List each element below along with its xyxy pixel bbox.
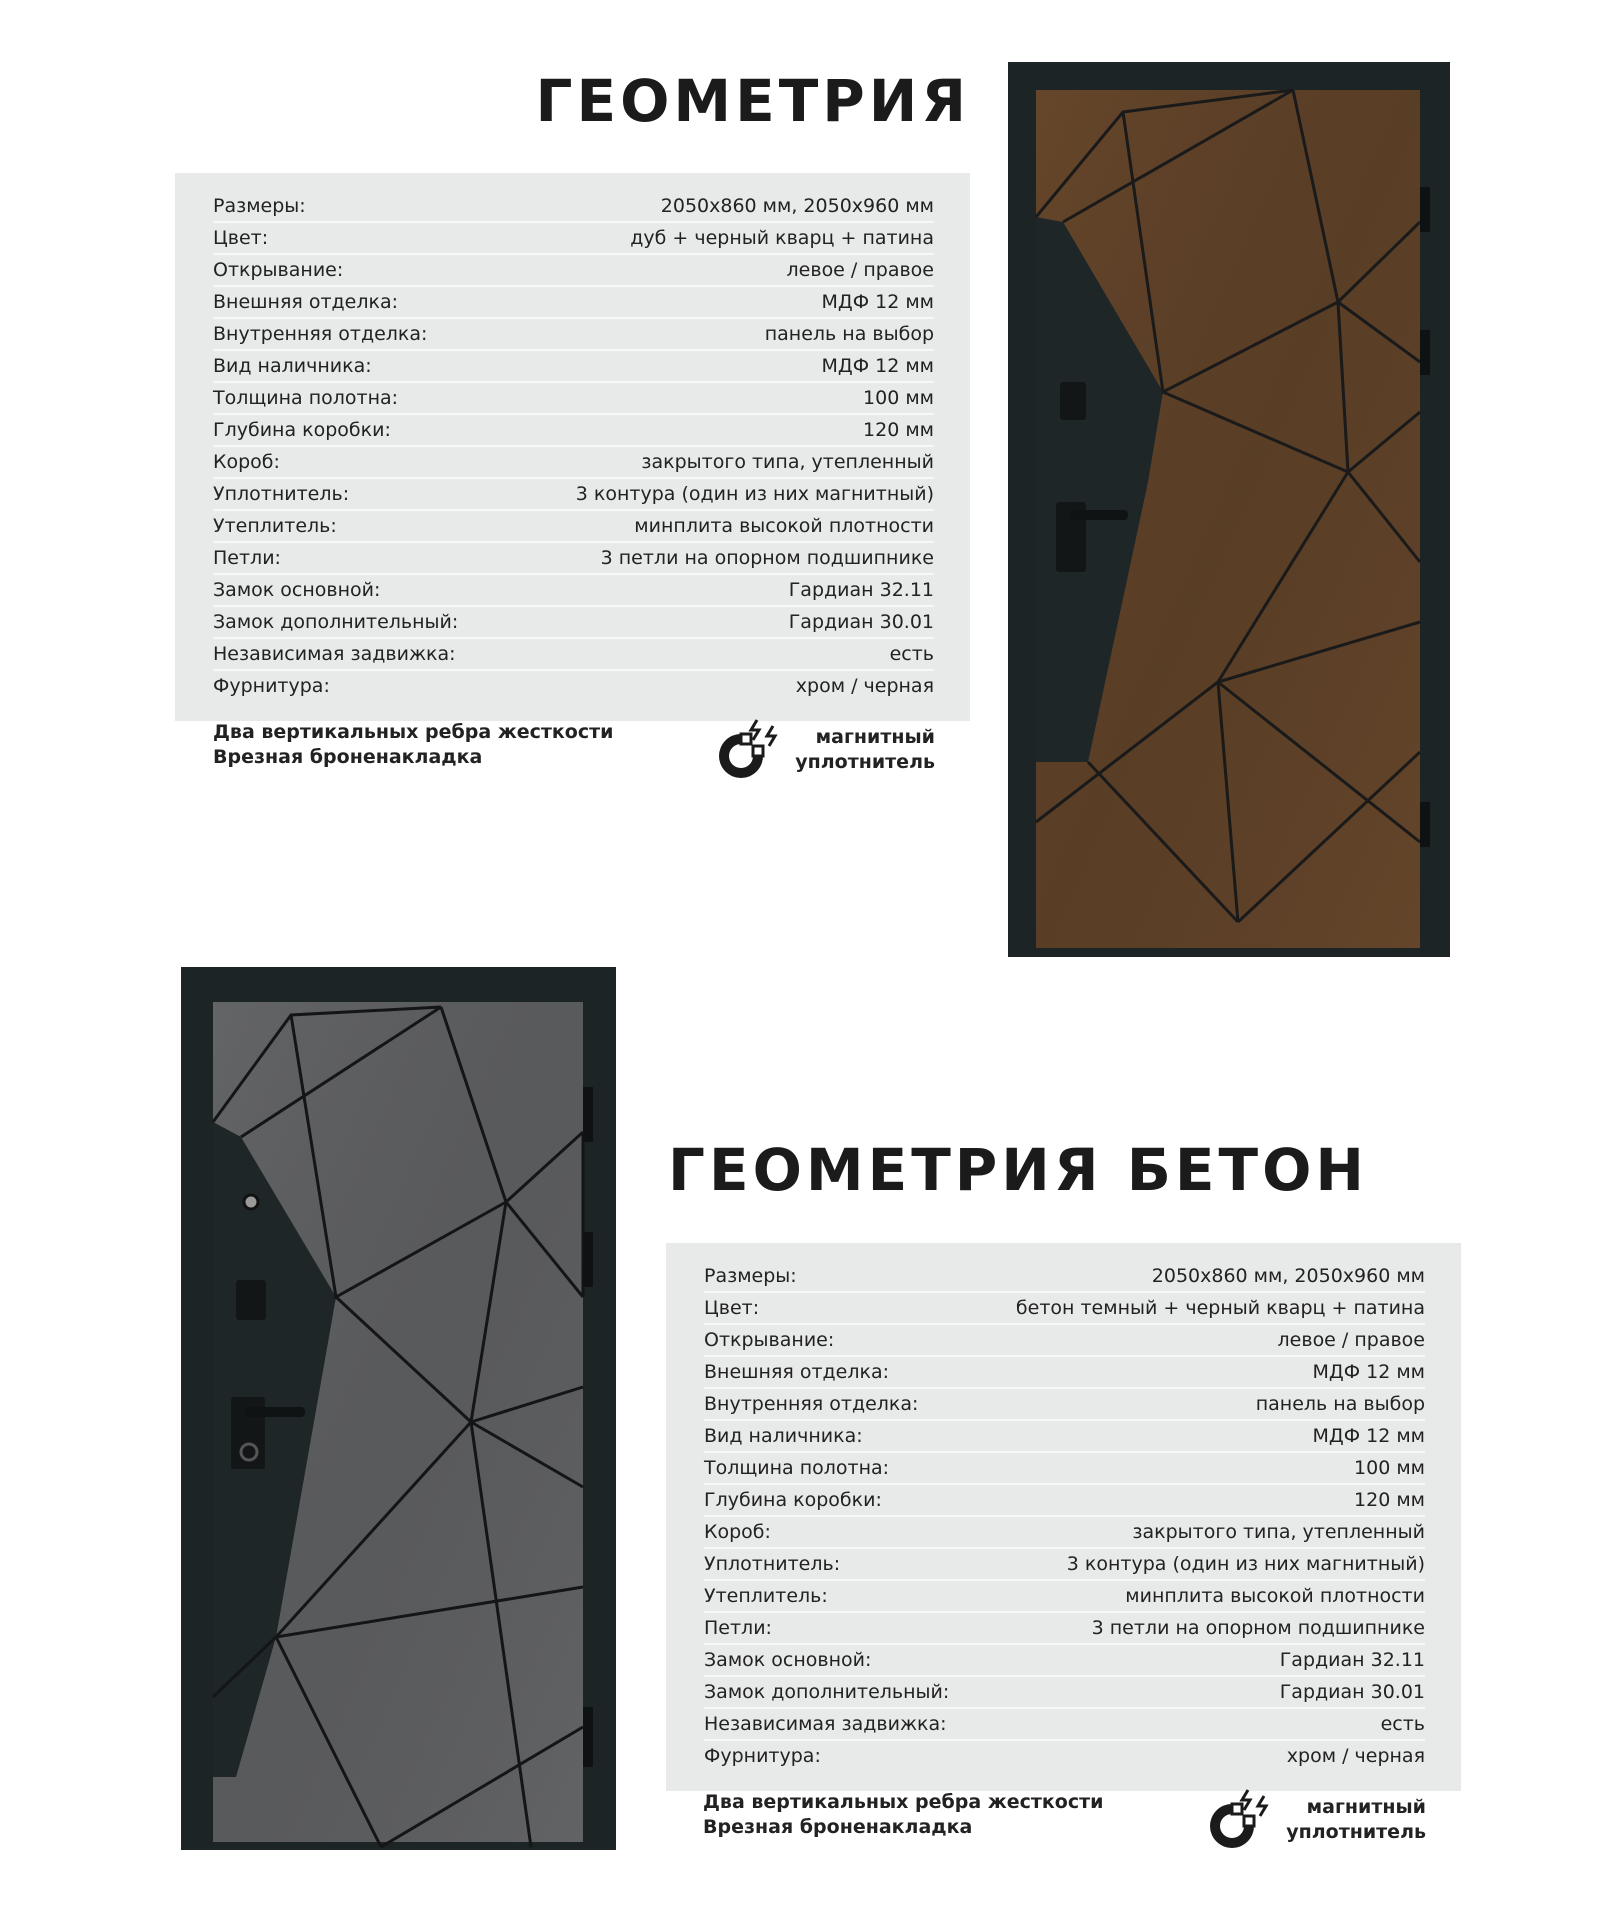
spec-row — [704, 1357, 1425, 1389]
spec-label: Фурнитура: — [213, 675, 330, 697]
feature-notes — [703, 1790, 1103, 1840]
door-image-geometry — [1008, 62, 1450, 957]
door-handle — [1070, 510, 1128, 520]
door-handle — [245, 1407, 305, 1417]
spec-label: Замок основной: — [213, 579, 381, 601]
spec-label: Цвет: — [704, 1297, 760, 1319]
spec-value: 3 петли на опорном подшипнике — [1091, 1617, 1425, 1639]
spec-row — [704, 1741, 1425, 1771]
spec-value: 2050х860 мм, 2050х960 мм — [660, 195, 934, 217]
spec-label: Замок основной: — [704, 1649, 872, 1671]
spec-value: МДФ 12 мм — [821, 291, 934, 313]
spec-label: Открывание: — [704, 1329, 835, 1351]
lock-cylinder-top — [236, 1280, 266, 1320]
spec-row — [213, 511, 934, 543]
spec-row — [704, 1293, 1425, 1325]
spec-row — [213, 543, 934, 575]
spec-label: Вид наличника: — [213, 355, 372, 377]
spec-label: Толщина полотна: — [213, 387, 399, 409]
spec-label: Утеплитель: — [704, 1585, 828, 1607]
spec-label: Замок дополнительный: — [213, 611, 459, 633]
spec-row — [704, 1709, 1425, 1741]
spec-value: панель на выбор — [764, 323, 934, 345]
spec-row — [213, 575, 934, 607]
hinge — [583, 1707, 593, 1767]
spec-row — [213, 223, 934, 255]
spec-label: Независимая задвижка: — [704, 1713, 947, 1735]
spec-row — [704, 1389, 1425, 1421]
badge-label: магнитный уплотнитель — [795, 726, 935, 773]
spec-value: панель на выбор — [1255, 1393, 1425, 1415]
spec-row — [213, 351, 934, 383]
spec-label: Глубина коробки: — [213, 419, 391, 441]
spec-value: бетон темный + черный кварц + патина — [1015, 1297, 1425, 1319]
spec-row — [213, 383, 934, 415]
spec-row — [213, 639, 934, 671]
spec-label: Открывание: — [213, 259, 344, 281]
spec-value: закрытого типа, утепленный — [641, 451, 934, 473]
spec-label: Внутренняя отделка: — [704, 1393, 919, 1415]
feature-note: Врезная броненакладка — [213, 746, 483, 768]
spec-value: 3 петли на опорном подшипнике — [600, 547, 934, 569]
hinge — [1420, 330, 1430, 375]
spec-label: Замок дополнительный: — [704, 1681, 950, 1703]
spec-row — [704, 1613, 1425, 1645]
spec-value: левое / правое — [1277, 1329, 1425, 1351]
spec-row — [213, 415, 934, 447]
hinge — [1420, 187, 1430, 232]
feature-note: Два вертикальных ребра жесткости — [703, 1791, 1104, 1813]
spec-label: Вид наличника: — [704, 1425, 863, 1447]
magnetic-seal-badge — [713, 712, 935, 788]
spec-label: Фурнитура: — [704, 1745, 821, 1767]
spec-value: МДФ 12 мм — [1312, 1361, 1425, 1383]
spec-value: закрытого типа, утепленный — [1132, 1521, 1425, 1543]
spec-label: Размеры: — [213, 195, 306, 217]
spec-row — [213, 255, 934, 287]
spec-row — [213, 607, 934, 639]
spec-row — [213, 319, 934, 351]
spec-value: дуб + черный кварц + патина — [630, 227, 934, 249]
spec-row — [213, 287, 934, 319]
spec-row — [704, 1549, 1425, 1581]
spec-label: Внутренняя отделка: — [213, 323, 428, 345]
spec-row — [213, 479, 934, 511]
spec-row — [213, 447, 934, 479]
spec-label: Внешняя отделка: — [213, 291, 399, 313]
spec-value: 3 контура (один из них магнитный) — [1066, 1553, 1425, 1575]
spec-row — [704, 1261, 1425, 1293]
spec-row — [704, 1325, 1425, 1357]
spec-value: хром / черная — [795, 675, 934, 697]
spec-label: Цвет: — [213, 227, 269, 249]
feature-note: Два вертикальных ребра жесткости — [213, 721, 614, 743]
spec-value: 100 мм — [863, 387, 934, 409]
spec-value: хром / черная — [1286, 1745, 1425, 1767]
spec-row — [704, 1485, 1425, 1517]
spec-value: 100 мм — [1354, 1457, 1425, 1479]
spec-value: Гардиан 30.01 — [1279, 1681, 1425, 1703]
peephole-icon — [244, 1195, 258, 1209]
door-image-geometry-concrete — [181, 967, 616, 1850]
spec-row — [704, 1581, 1425, 1613]
product-title: ГЕОМЕТРИЯ БЕТОН — [668, 1136, 1368, 1204]
spec-value: МДФ 12 мм — [821, 355, 934, 377]
spec-row — [704, 1421, 1425, 1453]
spec-value: есть — [1380, 1713, 1425, 1735]
spec-label: Уплотнитель: — [213, 483, 350, 505]
spec-value: минплита высокой плотности — [634, 515, 934, 537]
hinge — [583, 1232, 593, 1287]
spec-row — [704, 1517, 1425, 1549]
spec-table — [175, 173, 970, 721]
hinge — [583, 1087, 593, 1142]
spec-label: Толщина полотна: — [704, 1457, 890, 1479]
spec-label: Уплотнитель: — [704, 1553, 841, 1575]
spec-label: Внешняя отделка: — [704, 1361, 890, 1383]
spec-label: Петли: — [704, 1617, 772, 1639]
spec-label: Утеплитель: — [213, 515, 337, 537]
badge-label: магнитный уплотнитель — [1286, 1796, 1426, 1843]
spec-value: 2050х860 мм, 2050х960 мм — [1151, 1265, 1425, 1287]
spec-row — [213, 191, 934, 223]
spec-label: Размеры: — [704, 1265, 797, 1287]
spec-value: 120 мм — [863, 419, 934, 441]
magnetic-seal-badge — [1204, 1782, 1426, 1858]
spec-table — [666, 1243, 1461, 1791]
spec-row — [704, 1645, 1425, 1677]
spec-label: Глубина коробки: — [704, 1489, 882, 1511]
spec-label: Независимая задвижка: — [213, 643, 456, 665]
lock-cylinder-top — [1060, 382, 1086, 420]
spec-label: Петли: — [213, 547, 281, 569]
spec-value: 120 мм — [1354, 1489, 1425, 1511]
spec-value: МДФ 12 мм — [1312, 1425, 1425, 1447]
spec-value: Гардиан 32.11 — [1279, 1649, 1425, 1671]
spec-value: 3 контура (один из них магнитный) — [575, 483, 934, 505]
spec-row — [704, 1453, 1425, 1485]
spec-value: минплита высокой плотности — [1125, 1585, 1425, 1607]
spec-value: есть — [889, 643, 934, 665]
magnet-icon — [1204, 1782, 1276, 1858]
spec-row — [213, 671, 934, 701]
hinge — [1420, 802, 1430, 847]
magnet-icon — [713, 712, 785, 788]
feature-note: Врезная броненакладка — [703, 1816, 973, 1838]
spec-row — [704, 1677, 1425, 1709]
spec-value: Гардиан 30.01 — [788, 611, 934, 633]
product-title: ГЕОМЕТРИЯ — [535, 67, 970, 135]
spec-label: Короб: — [704, 1521, 771, 1543]
spec-value: левое / правое — [786, 259, 934, 281]
feature-notes — [213, 720, 613, 770]
spec-value: Гардиан 32.11 — [788, 579, 934, 601]
spec-label: Короб: — [213, 451, 280, 473]
